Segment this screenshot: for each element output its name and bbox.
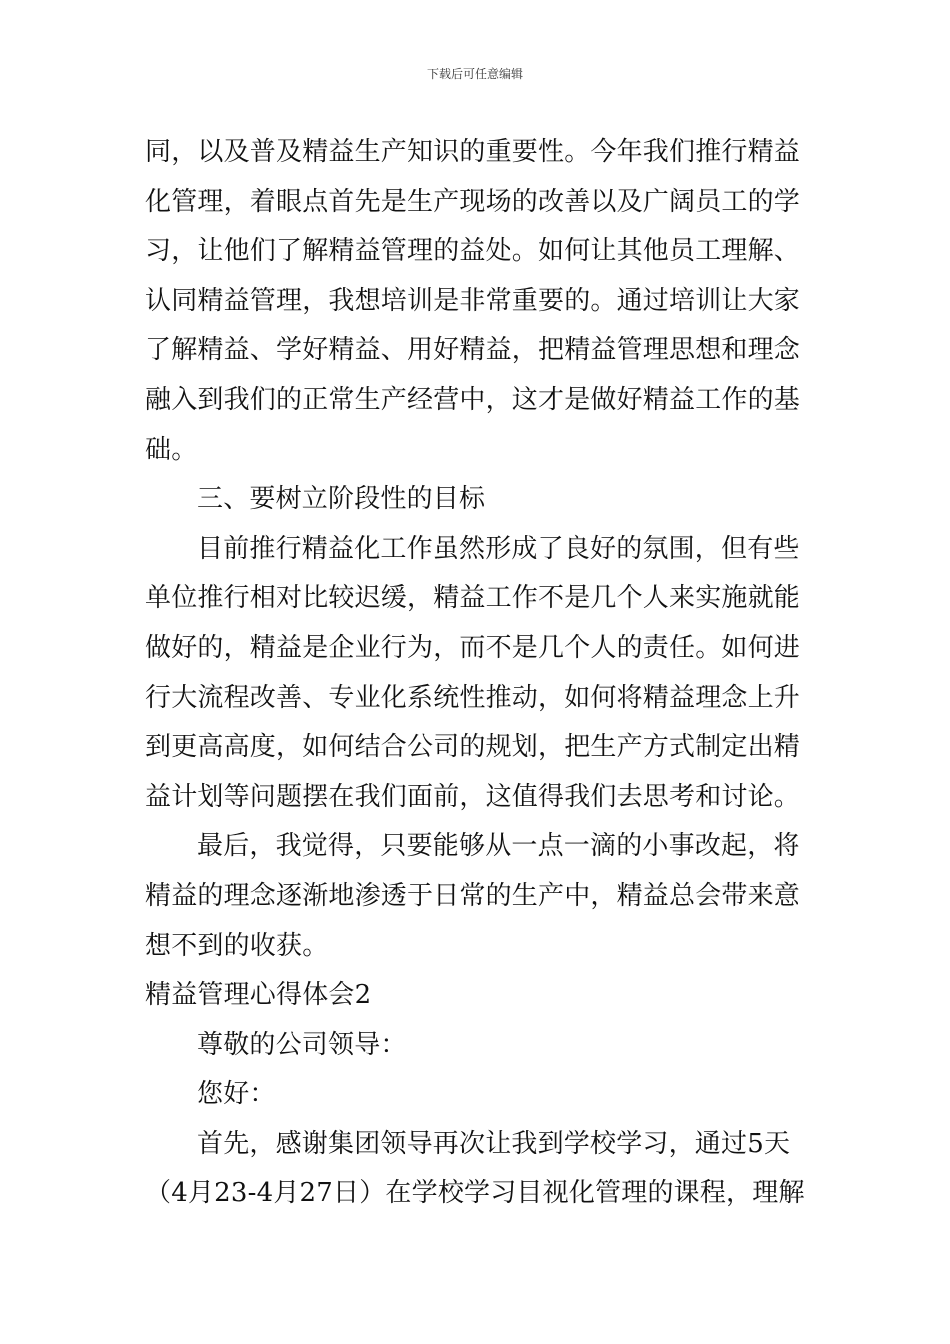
text-line: 行大流程改善、专业化系统性推动，如何将精益理念上升 — [145, 682, 801, 713]
text-line: 目前推行精益化工作虽然形成了良好的氛围，但有些 — [197, 533, 800, 564]
text-line: 想不到的收获。 — [145, 930, 329, 961]
text-line: 础。 — [145, 434, 198, 465]
section-heading: 三、要树立阶段性的目标 — [197, 484, 486, 515]
document-body — [145, 128, 810, 1219]
text-line: 了解精益、学好精益、用好精益，把精益管理思想和理念 — [145, 335, 801, 366]
text-line: 首先，感谢集团领导再次让我到学校学习，通过5天 — [197, 1128, 791, 1159]
greeting: 您好： — [197, 1079, 276, 1110]
page-header: 下载后可任意编辑 — [426, 67, 523, 81]
salutation: 尊敬的公司领导： — [197, 1029, 407, 1060]
text-line: 认同精益管理，我想培训是非常重要的。通过培训让大家 — [145, 285, 801, 316]
text-line: 化管理，着眼点首先是生产现场的改善以及广阔员工的学 — [145, 186, 801, 217]
text-line: 精益的理念逐渐地渗透于日常的生产中，精益总会带来意 — [145, 880, 801, 911]
text-line: 单位推行相对比较迟缓，精益工作不是几个人来实施就能 — [145, 583, 801, 614]
text-line: 同，以及普及精益生产知识的重要性。今年我们推行精益 — [145, 137, 801, 167]
text-line: 做好的，精益是企业行为，而不是几个人的责任。如何进 — [145, 632, 801, 663]
text-line: 最后，我觉得，只要能够从一点一滴的小事改起，将 — [197, 831, 800, 862]
text-line: 益计划等问题摆在我们面前，这值得我们去思考和讨论。 — [145, 781, 801, 812]
text-line: 习，让他们了解精益管理的益处。如何让其他员工理解、 — [145, 236, 801, 267]
text-line: （4月23-4月27日）在学校学习目视化管理的课程，理解 — [145, 1178, 805, 1209]
text-line: 融入到我们的正常生产经营中，这才是做好精益工作的基 — [145, 384, 801, 415]
document-title: 精益管理心得体会2 — [145, 980, 372, 1011]
text-line: 到更高高度，如何结合公司的规划，把生产方式制定出精 — [145, 732, 801, 763]
